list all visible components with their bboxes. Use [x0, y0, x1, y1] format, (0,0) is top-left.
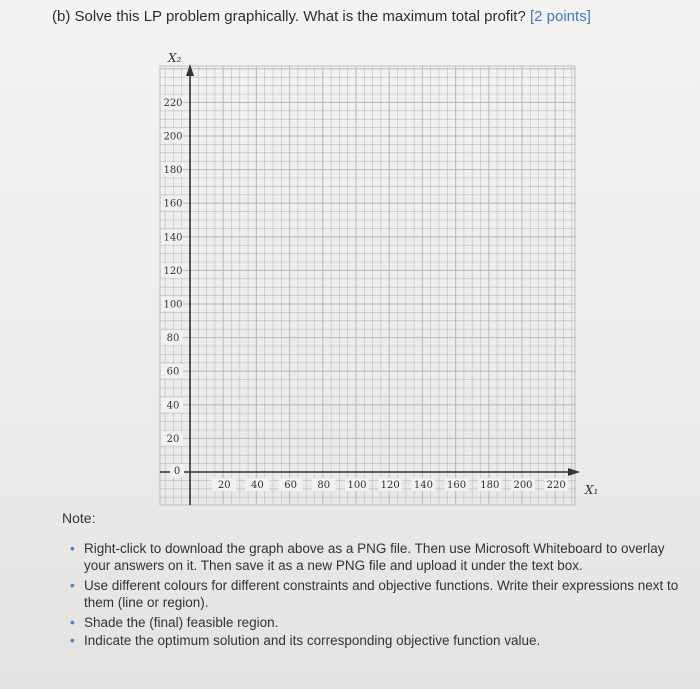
y-tick-label: 220	[163, 97, 183, 109]
note-item-shade	[64, 614, 684, 631]
y-tick-label: 100	[163, 299, 183, 311]
y-tick-labels	[161, 95, 183, 445]
y-tick-label: 200	[163, 131, 183, 143]
x-tick-label-origin: 0	[173, 466, 181, 477]
question-text: (b) Solve this LP problem graphically. What is the maximum total profit?	[52, 8, 526, 25]
y-axis-title: X₂	[168, 51, 182, 65]
x-tick-label: 100	[347, 480, 367, 491]
note-label: Note:	[62, 510, 96, 526]
note-text: Right-click to download the graph above as a PNG file. Then use Microsoft Whiteboard to overlay your answers on it. Then save it as a new PNG file and upload it under the text box.	[84, 541, 665, 573]
x-tick-label: 180	[480, 480, 500, 491]
y-tick-label: 40	[166, 400, 180, 412]
x-tick-label: 200	[513, 480, 533, 491]
bullet-icon: •	[70, 541, 75, 556]
note-text: Indicate the optimum solution and its corresponding objective function value.	[84, 633, 541, 648]
x-tick-label: 20	[217, 480, 231, 491]
note-text: Use different colours for different constraints and objective functions. Write their expressions next to them (line or region).	[84, 578, 679, 610]
grid-lines	[160, 66, 575, 505]
x-tick-label: 80	[317, 480, 331, 491]
note-text: Shade the (final) feasible region.	[84, 615, 279, 630]
x-tick-label: 140	[413, 480, 433, 491]
x-tick-label: 60	[284, 480, 297, 491]
x-axis-title: X₁	[585, 483, 599, 497]
x-tick-labels	[170, 464, 568, 491]
y-tick-label: 60	[166, 366, 180, 378]
y-tick-label: 80	[166, 333, 180, 345]
note-item-colours	[64, 577, 684, 611]
x-tick-label: 120	[380, 480, 400, 491]
x-tick-label: 40	[251, 480, 264, 491]
y-tick-label: 120	[163, 265, 183, 277]
note-list	[64, 540, 684, 649]
note-item-download	[64, 540, 684, 574]
x-tick-label: 220	[546, 480, 566, 491]
y-tick-label: 180	[163, 165, 183, 177]
x-tick-label: 160	[447, 480, 467, 491]
y-tick-label: 140	[163, 232, 183, 244]
grid-frame	[160, 66, 575, 505]
bullet-icon: •	[70, 615, 75, 630]
note-item-optimum	[64, 632, 684, 649]
y-tick-label: 160	[163, 198, 183, 210]
y-tick-label: 20	[166, 433, 180, 445]
question-points: [2 points]	[529, 8, 591, 25]
bullet-icon: •	[70, 633, 75, 648]
bullet-icon: •	[70, 578, 75, 593]
x-axis-arrow-icon	[568, 468, 580, 476]
